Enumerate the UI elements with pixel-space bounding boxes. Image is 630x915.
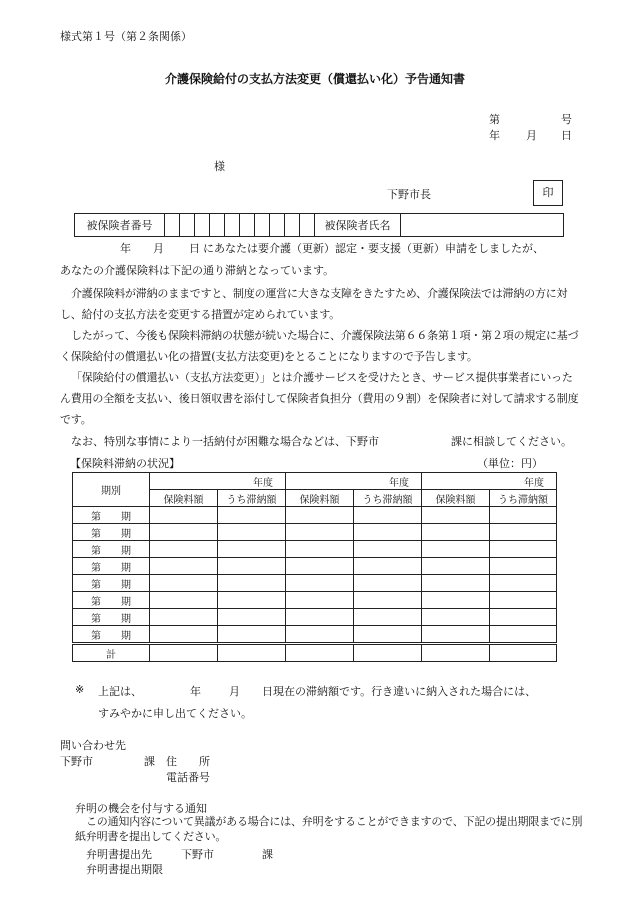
note-text-c: すみやかに申し出てください。 bbox=[98, 707, 252, 720]
amount-cell[interactable] bbox=[218, 644, 286, 662]
amount-cell[interactable] bbox=[422, 507, 490, 524]
amount-cell[interactable] bbox=[218, 558, 286, 575]
paragraph-3-text: したがって、今後も保険料滞納の状態が続いた場合に、介護保険法第６６条第１項・第２項の規定に基づく保険給付の償還払い化の措置(支払方法変更)をとることになりますので予告します。 bbox=[60, 329, 579, 363]
amount-cell[interactable] bbox=[490, 592, 557, 609]
insured-info-table bbox=[74, 213, 564, 237]
arrears-row bbox=[73, 575, 557, 592]
amount-cell[interactable] bbox=[354, 592, 422, 609]
amount-cell[interactable] bbox=[286, 575, 354, 592]
addressee-suffix: 様 bbox=[214, 160, 225, 173]
amount-cell[interactable] bbox=[422, 558, 490, 575]
doc-number-suffix: 号 bbox=[561, 113, 572, 126]
period-cell[interactable] bbox=[73, 575, 150, 592]
period-cell[interactable] bbox=[73, 541, 150, 558]
p1-year: 年 bbox=[120, 242, 131, 255]
fiscal-year-header bbox=[150, 473, 286, 490]
submit-to-city: 下野市 bbox=[181, 848, 214, 861]
period-cell[interactable] bbox=[73, 609, 150, 626]
premium-column-header: 保険料額 bbox=[286, 490, 354, 507]
period-suffix: 期 bbox=[121, 596, 131, 608]
period-suffix: 期 bbox=[121, 528, 131, 540]
doc-number-prefix: 第 bbox=[489, 113, 500, 126]
amount-cell[interactable] bbox=[422, 609, 490, 626]
note-text-a: 上記は、 bbox=[98, 685, 142, 698]
amount-cell[interactable] bbox=[354, 644, 422, 662]
period-prefix: 第 bbox=[91, 630, 101, 642]
amount-cell[interactable] bbox=[490, 558, 557, 575]
period-prefix: 第 bbox=[91, 562, 101, 574]
form-number: 様式第１号（第２条関係） bbox=[60, 30, 192, 43]
paragraph-2-text: 介護保険料が滞納のままですと、制度の運営に大きな支障をきたすため、介護保険法では滞納の方に対し、給付の支払方法を変更する措置が定められています。 bbox=[60, 287, 568, 321]
amount-cell[interactable] bbox=[286, 609, 354, 626]
paragraph-4-text: 「保険給付の償還払い（支払方法変更）」とは介護サービスを受けたとき、サービス提供事業者にいったん費用の全額を支払い、後日領収書を添付して保険者負担分（費用の９割）を保険者に対して請求する制度です。 bbox=[60, 371, 579, 426]
p5-text-a: なお、特別な事情により一括納付が困難な場合などは、下野市 bbox=[71, 435, 379, 448]
p1-continuation: あなたの介護保険料は下記の通り滞納となっています。 bbox=[60, 264, 335, 277]
p1-day: 日 bbox=[189, 242, 200, 255]
insured-number-digit[interactable] bbox=[210, 214, 225, 237]
contact-city: 下野市 bbox=[60, 755, 93, 768]
fiscal-year-header bbox=[422, 473, 557, 490]
period-prefix: 第 bbox=[91, 511, 101, 523]
amount-cell[interactable] bbox=[422, 575, 490, 592]
period-prefix: 第 bbox=[91, 579, 101, 591]
period-prefix: 第 bbox=[91, 596, 101, 608]
doc-date-month: 月 bbox=[526, 129, 537, 142]
year-label: 年度 bbox=[253, 477, 273, 489]
arrears-rows bbox=[73, 507, 557, 644]
insured-number-digit[interactable] bbox=[165, 214, 180, 237]
submit-to-dept: 課 bbox=[262, 848, 273, 861]
note-text-b: 日現在の滞納額です。行き違いに納入された場合には、 bbox=[262, 685, 537, 698]
amount-cell[interactable] bbox=[490, 541, 557, 558]
amount-cell[interactable] bbox=[422, 626, 490, 644]
paragraph-2 bbox=[60, 283, 582, 325]
amount-cell[interactable] bbox=[490, 575, 557, 592]
amount-cell[interactable] bbox=[490, 644, 557, 662]
year-label: 年度 bbox=[524, 477, 544, 489]
insured-name-label: 被保険者氏名 bbox=[315, 214, 401, 237]
amount-cell[interactable] bbox=[286, 644, 354, 662]
period-cell[interactable] bbox=[73, 626, 150, 644]
arrears-column-header: うち滞納額 bbox=[354, 490, 422, 507]
amount-cell[interactable] bbox=[354, 541, 422, 558]
amount-cell[interactable] bbox=[218, 541, 286, 558]
arrears-section-title: 【保険料滞納の状況】 bbox=[70, 457, 180, 470]
amount-cell[interactable] bbox=[422, 644, 490, 662]
amount-cell[interactable] bbox=[218, 592, 286, 609]
period-suffix: 期 bbox=[121, 579, 131, 591]
insured-number-digit[interactable] bbox=[285, 214, 300, 237]
premium-column-header: 保険料額 bbox=[422, 490, 490, 507]
amount-cell[interactable] bbox=[150, 507, 218, 524]
document-title: 介護保険給付の支払方法変更（償還払い化）予告通知書 bbox=[164, 72, 465, 86]
amount-cell[interactable] bbox=[150, 609, 218, 626]
amount-cell[interactable] bbox=[218, 524, 286, 541]
amount-cell[interactable] bbox=[490, 524, 557, 541]
amount-cell[interactable] bbox=[422, 592, 490, 609]
period-cell[interactable] bbox=[73, 558, 150, 575]
arrears-row bbox=[73, 558, 557, 575]
arrears-column-header: うち滞納額 bbox=[490, 490, 557, 507]
note-mark: ※ bbox=[75, 683, 85, 696]
fiscal-year-header bbox=[286, 473, 422, 490]
insured-name-field[interactable] bbox=[401, 214, 564, 237]
amount-cell[interactable] bbox=[150, 644, 218, 662]
amount-cell[interactable] bbox=[150, 626, 218, 644]
amount-cell[interactable] bbox=[150, 575, 218, 592]
hearing-text: この通知内容について異議がある場合には、弁明をすることができますので、下記の提出期限までに別紙弁明書を提出してください。 bbox=[75, 815, 583, 843]
premium-column-header: 保険料額 bbox=[150, 490, 218, 507]
amount-cell[interactable] bbox=[218, 507, 286, 524]
amount-cell[interactable] bbox=[218, 575, 286, 592]
amount-cell[interactable] bbox=[286, 507, 354, 524]
contact-address-label: 住 所 bbox=[166, 755, 210, 768]
amount-cell[interactable] bbox=[150, 524, 218, 541]
p1-text: にあなたは要介護（更新）認定・要支援（更新）申請をしましたが、 bbox=[203, 242, 544, 255]
p1-month: 月 bbox=[153, 242, 164, 255]
arrears-row bbox=[73, 626, 557, 644]
arrears-row bbox=[73, 609, 557, 626]
period-suffix: 期 bbox=[121, 511, 131, 523]
year-label: 年度 bbox=[389, 477, 409, 489]
paragraph-4 bbox=[60, 367, 582, 430]
period-suffix: 期 bbox=[121, 545, 131, 557]
insured-number-digit[interactable] bbox=[240, 214, 255, 237]
submit-to-label: 弁明書提出先 bbox=[86, 848, 152, 861]
amount-cell[interactable] bbox=[422, 541, 490, 558]
amount-cell[interactable] bbox=[354, 524, 422, 541]
period-cell[interactable] bbox=[73, 524, 150, 541]
total-row bbox=[73, 644, 557, 662]
amount-cell[interactable] bbox=[218, 626, 286, 644]
period-prefix: 第 bbox=[91, 528, 101, 540]
period-suffix: 期 bbox=[121, 630, 131, 642]
amount-cell[interactable] bbox=[354, 575, 422, 592]
contact-heading: 問い合わせ先 bbox=[60, 739, 126, 752]
period-header: 期別 bbox=[73, 473, 150, 507]
amount-cell[interactable] bbox=[354, 558, 422, 575]
insured-number-digit[interactable] bbox=[270, 214, 285, 237]
insured-number-digit[interactable] bbox=[195, 214, 210, 237]
arrears-row bbox=[73, 592, 557, 609]
doc-date-year: 年 bbox=[489, 129, 500, 142]
issuer: 下野市長 bbox=[387, 188, 431, 201]
amount-cell[interactable] bbox=[286, 541, 354, 558]
amount-cell[interactable] bbox=[218, 609, 286, 626]
amount-cell[interactable] bbox=[286, 524, 354, 541]
insured-number-digit[interactable] bbox=[255, 214, 270, 237]
arrears-unit: （単位：円） bbox=[477, 457, 543, 470]
amount-cell[interactable] bbox=[490, 507, 557, 524]
amount-cell[interactable] bbox=[354, 626, 422, 644]
insured-number-digit[interactable] bbox=[300, 214, 315, 237]
period-cell[interactable] bbox=[73, 507, 150, 524]
period-prefix: 第 bbox=[91, 545, 101, 557]
note-year: 年 bbox=[190, 685, 201, 698]
amount-cell[interactable] bbox=[286, 592, 354, 609]
amount-cell[interactable] bbox=[150, 592, 218, 609]
arrears-column-header: うち滞納額 bbox=[218, 490, 286, 507]
amount-cell[interactable] bbox=[150, 558, 218, 575]
paragraph-3 bbox=[60, 325, 582, 367]
amount-cell[interactable] bbox=[150, 541, 218, 558]
contact-dept: 課 bbox=[144, 755, 155, 768]
hearing-heading: 弁明の機会を付与する通知 bbox=[75, 802, 207, 815]
amount-cell[interactable] bbox=[354, 609, 422, 626]
period-suffix: 期 bbox=[121, 613, 131, 625]
deadline-label: 弁明書提出期限 bbox=[86, 863, 163, 876]
amount-cell[interactable] bbox=[490, 609, 557, 626]
p5-text-b: 課に相談してください。 bbox=[451, 435, 572, 448]
amount-cell[interactable] bbox=[354, 507, 422, 524]
contact-phone-label: 電話番号 bbox=[166, 771, 210, 784]
arrears-row bbox=[73, 524, 557, 541]
insured-number-digit[interactable] bbox=[225, 214, 240, 237]
total-label: 計 bbox=[73, 644, 150, 662]
amount-cell[interactable] bbox=[286, 558, 354, 575]
period-prefix: 第 bbox=[91, 613, 101, 625]
insured-number-label: 被保険者番号 bbox=[75, 214, 165, 237]
note-month: 月 bbox=[229, 685, 240, 698]
amount-cell[interactable] bbox=[422, 524, 490, 541]
amount-cell[interactable] bbox=[286, 626, 354, 644]
arrears-row bbox=[73, 541, 557, 558]
period-suffix: 期 bbox=[121, 562, 131, 574]
arrears-table bbox=[72, 472, 557, 662]
amount-cell[interactable] bbox=[490, 626, 557, 644]
arrears-row bbox=[73, 507, 557, 524]
seal-box: 印 bbox=[533, 180, 563, 206]
doc-date-day: 日 bbox=[561, 129, 572, 142]
insured-number-digit[interactable] bbox=[180, 214, 195, 237]
period-cell[interactable] bbox=[73, 592, 150, 609]
